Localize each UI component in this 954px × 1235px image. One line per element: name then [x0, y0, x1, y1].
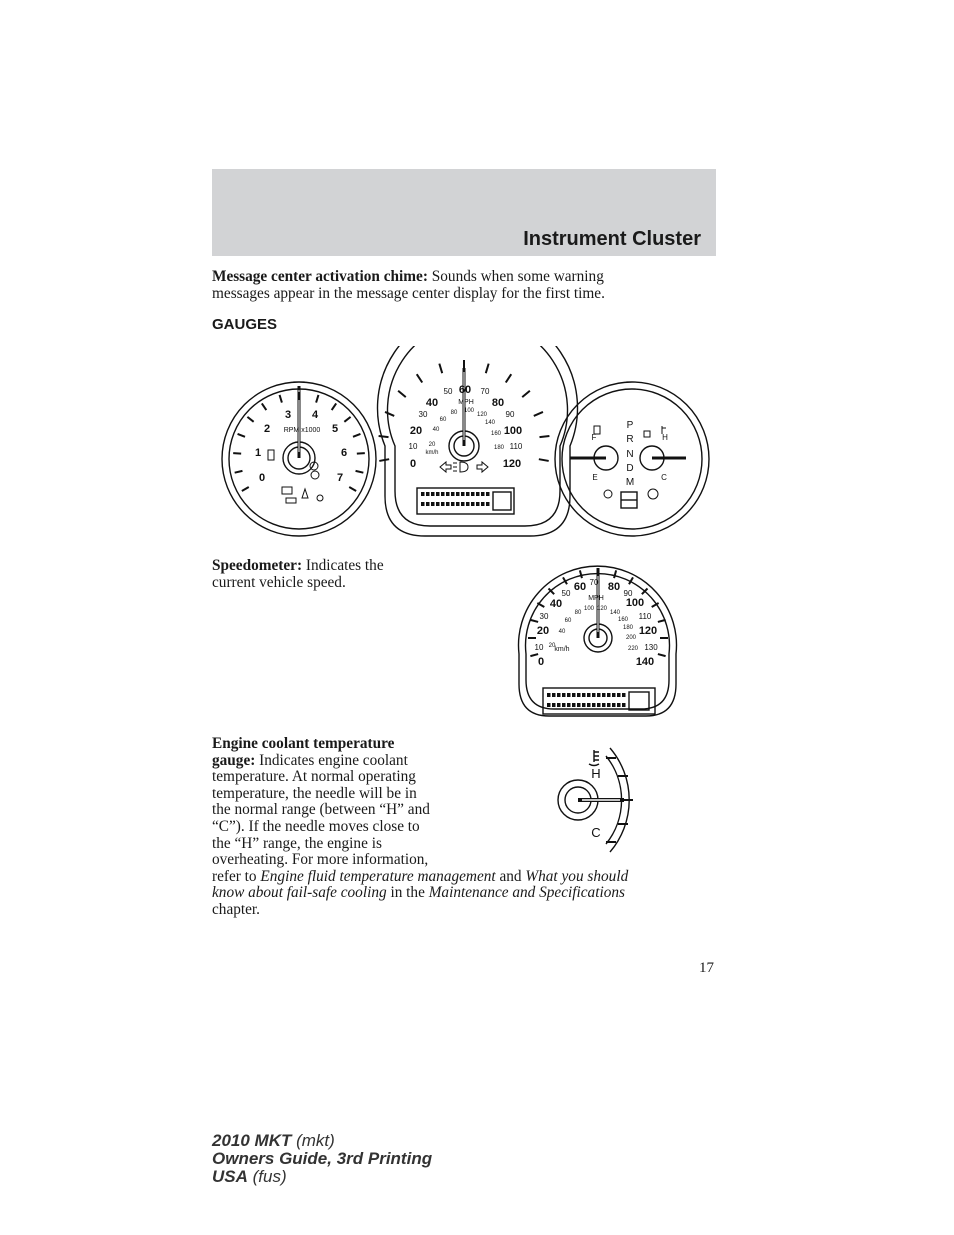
- check-engine-icon: [282, 487, 292, 494]
- gear-n: N: [626, 449, 634, 460]
- speedo-kmh-100: 100: [583, 606, 595, 612]
- display-segment: [486, 502, 490, 506]
- speedo-mph-100: 100: [625, 597, 645, 609]
- display-segment: [577, 703, 581, 707]
- display-segment: [572, 693, 576, 697]
- kmh-140: 140: [484, 420, 496, 426]
- mph-minor-30: 30: [418, 410, 428, 419]
- coolant-label-1: Engine coolant temperature: [212, 735, 395, 752]
- tach-label-0: 0: [258, 472, 266, 484]
- display-segment: [587, 693, 591, 697]
- chime-label: Message center activation chime:: [212, 268, 428, 285]
- kmh-60: 60: [439, 417, 447, 423]
- display-segment: [622, 693, 626, 697]
- gauge-tick: [379, 459, 389, 461]
- display-segment: [436, 492, 440, 496]
- display-segment: [431, 502, 435, 506]
- display-segment: [552, 703, 556, 707]
- fuel-full-label: F: [591, 433, 597, 442]
- speedo-kmh-200: 200: [625, 635, 637, 641]
- display-segment: [582, 693, 586, 697]
- coolant-text-4: temperature, the needle will be in: [212, 784, 417, 802]
- tach-unit: RPM x1000: [283, 427, 321, 434]
- ref-engine-fluid-temp: Engine fluid temperature management: [260, 867, 496, 885]
- gauge-tick: [614, 570, 616, 578]
- gauge-tick: [539, 459, 549, 461]
- display-segment: [426, 492, 430, 496]
- footer-market-code: (fus): [247, 1167, 287, 1186]
- display-segment: [471, 502, 475, 506]
- gauge-tick: [344, 417, 350, 422]
- speedo-mph-140: 140: [635, 656, 655, 668]
- chapter-header: [212, 169, 716, 256]
- gauge-tick: [357, 453, 365, 454]
- gauge-tick: [242, 487, 249, 491]
- display-segment: [441, 492, 445, 496]
- temp-cold-label: C: [661, 473, 667, 482]
- display-segment: [426, 502, 430, 506]
- display-segment: [456, 492, 460, 496]
- gauge-tick: [658, 654, 666, 656]
- traction-icon: [604, 490, 612, 498]
- display-segment: [567, 693, 571, 697]
- display-segment: [476, 502, 480, 506]
- ref-what-you-should: What you should: [525, 867, 629, 885]
- gauge-tick: [539, 436, 549, 437]
- display-segment: [461, 502, 465, 506]
- display-segment: [617, 693, 621, 697]
- display-segment: [577, 693, 581, 697]
- instrument-cluster-figure: [220, 346, 715, 542]
- speedo-minor-30: 30: [539, 612, 549, 621]
- display-segment: [587, 703, 591, 707]
- seatbelt-icon: [302, 489, 308, 498]
- gauge-tick: [534, 412, 543, 416]
- display-segment: [607, 693, 611, 697]
- kmh-40: 40: [432, 427, 440, 433]
- display-segment: [446, 492, 450, 496]
- coolant-c-label: C: [591, 825, 601, 840]
- section-title: GAUGES: [212, 316, 278, 333]
- speedo-minor-70: 70: [589, 578, 599, 587]
- mph-label-100: 100: [503, 425, 523, 437]
- gauge-tick: [580, 570, 582, 578]
- speedo-minor-10: 10: [534, 643, 544, 652]
- gauge-tick: [398, 391, 406, 397]
- gauge-tick: [530, 620, 538, 622]
- speedo-kmh-unit: km/h: [554, 646, 570, 653]
- tach-label-4: 4: [311, 409, 319, 421]
- gear-d: D: [626, 463, 634, 474]
- speedo-kmh-180: 180: [622, 625, 634, 631]
- gauge-tick: [247, 417, 253, 422]
- speedo-kmh-60: 60: [564, 618, 572, 624]
- coolant-text-7: the “H” range, the engine is: [212, 834, 382, 852]
- gauge-tick: [486, 364, 489, 374]
- coolant-paragraph: [212, 736, 722, 919]
- cruise-icon: [644, 431, 650, 437]
- display-segment: [567, 703, 571, 707]
- mph-minor-70: 70: [480, 387, 490, 396]
- mph-label-20: 20: [409, 425, 423, 437]
- speedo-mph-80: 80: [607, 581, 621, 593]
- mph-unit: MPH: [458, 399, 474, 406]
- gauge-tick: [238, 434, 245, 437]
- gauge-tick: [379, 436, 389, 437]
- tach-label-7: 7: [336, 472, 344, 484]
- mph-label-60: 60: [458, 384, 472, 396]
- speedometer-text-2: current vehicle speed.: [212, 573, 346, 591]
- headlamp-icon: [453, 462, 468, 472]
- coolant-text-6: “C”). If the needle moves close to: [212, 817, 420, 835]
- kmh-unit: km/h: [425, 450, 439, 456]
- coolant-text-9a: refer to: [212, 867, 261, 885]
- display-segment: [421, 502, 425, 506]
- display-segment: [617, 703, 621, 707]
- tach-label-5: 5: [331, 423, 339, 435]
- speedo-mph-60: 60: [573, 581, 587, 593]
- fuel-pump-icon: [268, 450, 274, 460]
- gauge-tick: [233, 453, 241, 454]
- speedo-kmh-20: 20: [548, 643, 556, 649]
- gear-p: P: [626, 420, 634, 431]
- display-segment: [612, 693, 616, 697]
- kmh-120: 120: [476, 412, 488, 418]
- display-segment: [476, 492, 480, 496]
- coolant-label-2: gauge:: [212, 751, 256, 769]
- coolant-text-10b: in the: [386, 884, 429, 902]
- left-turn-signal-icon: [440, 462, 451, 472]
- footer-guide: Owners Guide, 3rd Printing: [212, 1149, 433, 1168]
- speedometer-text-1: Indicates the: [302, 557, 384, 574]
- coolant-text-11: chapter.: [212, 900, 260, 918]
- speedo-kmh-160: 160: [617, 617, 629, 623]
- kmh-100: 100: [463, 408, 475, 414]
- gauge-tick: [506, 374, 511, 382]
- display-segment: [582, 703, 586, 707]
- chime-text-2: messages appear in the message center display for the first time.: [212, 284, 605, 302]
- display-segment: [451, 492, 455, 496]
- coolant-gauge-figure: [548, 744, 644, 856]
- coolant-h-label: H: [591, 766, 601, 781]
- coolant-text-5: the normal range (between “H” and: [212, 801, 430, 819]
- speedometer-figure: [512, 554, 682, 720]
- coolant-temperature-icon: [589, 750, 599, 766]
- display-segment: [451, 502, 455, 506]
- display-segment: [486, 492, 490, 496]
- gauge-tick: [658, 620, 666, 622]
- speedometer-paragraph: [212, 558, 472, 591]
- speedo-mph-20: 20: [536, 625, 550, 637]
- display-segment: [597, 703, 601, 707]
- gauge-tick: [522, 391, 530, 397]
- display-segment: [421, 492, 425, 496]
- display-segment: [547, 703, 551, 707]
- speedo-mph-unit: MPH: [588, 595, 604, 602]
- ref-maintenance-chapter: Maintenance and Specifications: [428, 884, 625, 902]
- display-segment: [612, 703, 616, 707]
- mph-minor-10: 10: [408, 442, 418, 451]
- tach-label-2: 2: [263, 423, 271, 435]
- kmh-180: 180: [493, 445, 505, 451]
- chime-paragraph: [212, 269, 716, 302]
- coolant-text-2: Indicates engine coolant: [255, 751, 408, 769]
- display-segment: [572, 703, 576, 707]
- display-segment: [597, 693, 601, 697]
- gauge-tick: [280, 395, 282, 403]
- display-segment: [557, 693, 561, 697]
- speedo-minor-130: 130: [644, 643, 658, 652]
- gauge-tick: [417, 374, 422, 382]
- speedometer-label: Speedometer:: [212, 557, 303, 574]
- footer-model-code: (mkt): [291, 1131, 335, 1150]
- speedo-mph-40: 40: [549, 598, 563, 610]
- gauge-tick: [439, 364, 442, 374]
- display-segment: [471, 492, 475, 496]
- speedo-minor-90: 90: [623, 589, 633, 598]
- right-turn-signal-icon: [477, 462, 488, 472]
- display-segment: [557, 703, 561, 707]
- chime-text-1: Sounds when some warning: [427, 268, 604, 285]
- display-segment: [592, 703, 596, 707]
- mph-label-0: 0: [409, 458, 417, 470]
- kmh-20: 20: [428, 442, 436, 448]
- gauge-tick: [353, 434, 360, 437]
- footer: [212, 1132, 432, 1186]
- kmh-160: 160: [490, 431, 502, 437]
- speedo-mph-120: 120: [638, 625, 658, 637]
- speedo-kmh-80: 80: [574, 610, 582, 616]
- gear-r: R: [626, 434, 634, 445]
- coolant-text-9c: and: [495, 867, 526, 885]
- speedo-kmh-140: 140: [609, 610, 621, 616]
- display-segment: [436, 502, 440, 506]
- mph-label-40: 40: [425, 397, 439, 409]
- airbag-icon: [317, 495, 323, 501]
- speedo-kmh-40: 40: [558, 629, 566, 635]
- display-segment: [602, 703, 606, 707]
- fuel-empty-label: E: [592, 473, 598, 482]
- display-segment: [481, 492, 485, 496]
- kmh-80: 80: [450, 410, 458, 416]
- display-segment: [552, 693, 556, 697]
- display-segment: [547, 693, 551, 697]
- display-segment: [431, 492, 435, 496]
- temp-hot-label: H: [662, 433, 668, 442]
- speedo-mph-0: 0: [537, 656, 545, 668]
- display-segment: [607, 703, 611, 707]
- display-segment: [562, 693, 566, 697]
- display-segment: [481, 502, 485, 506]
- speedo-minor-110: 110: [638, 612, 652, 621]
- speedo-kmh-220: 220: [627, 646, 639, 652]
- footer-model: 2010 MKT: [212, 1131, 292, 1150]
- chapter-title: Instrument Cluster: [523, 228, 701, 250]
- mph-minor-90: 90: [505, 410, 515, 419]
- mph-label-120: 120: [502, 458, 522, 470]
- gear-m: M: [625, 477, 635, 488]
- page-number: 17: [699, 960, 714, 976]
- mph-minor-50: 50: [443, 387, 453, 396]
- display-segment: [622, 703, 626, 707]
- gauge-tick: [235, 471, 243, 473]
- tach-label-3: 3: [284, 409, 292, 421]
- gauge-tick: [262, 403, 267, 410]
- display-segment: [466, 492, 470, 496]
- display-segment: [461, 492, 465, 496]
- brake-warning-icon: [311, 471, 319, 479]
- tpms-icon: [648, 489, 658, 499]
- speedo-kmh-120: 120: [596, 606, 608, 612]
- coolant-text-8: overheating. For more information,: [212, 851, 429, 869]
- mph-minor-110: 110: [509, 442, 523, 451]
- footer-market: USA: [212, 1167, 248, 1186]
- display-segment: [456, 502, 460, 506]
- ref-fail-safe-cooling: know about fail-safe cooling: [212, 884, 387, 902]
- gauge-tick: [356, 471, 364, 473]
- display-segment: [466, 502, 470, 506]
- coolant-text-3: temperature. At normal operating: [212, 768, 416, 786]
- battery-icon: [286, 498, 296, 503]
- gauge-tick: [332, 403, 337, 410]
- tach-label-6: 6: [340, 447, 348, 459]
- gauge-tick: [385, 412, 394, 416]
- gauge-tick: [316, 395, 318, 403]
- gauge-tick: [349, 487, 356, 491]
- mph-label-80: 80: [491, 397, 505, 409]
- tach-label-1: 1: [254, 447, 262, 459]
- display-segment: [446, 502, 450, 506]
- speedo-minor-50: 50: [561, 589, 571, 598]
- display-segment: [592, 693, 596, 697]
- display-segment: [562, 703, 566, 707]
- display-segment: [602, 693, 606, 697]
- display-segment: [441, 502, 445, 506]
